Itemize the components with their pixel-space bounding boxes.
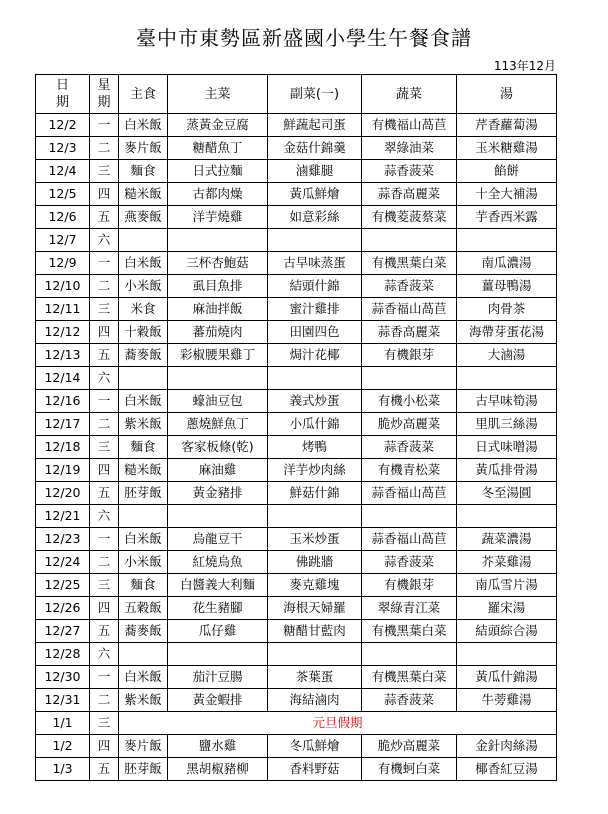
side-dish-cell: 結頭什錦 — [268, 275, 362, 298]
vegetable-cell: 有機黑葉白菜 — [362, 620, 457, 643]
side-dish-cell — [268, 643, 362, 666]
vegetable-cell — [362, 505, 457, 528]
year-month: 113年12月 — [493, 59, 556, 73]
vegetable-cell — [362, 643, 457, 666]
vegetable-cell — [362, 367, 457, 390]
soup-cell: 餡餅 — [457, 160, 557, 183]
header-weekday: 星期 — [90, 75, 119, 114]
staple-cell: 五穀飯 — [119, 597, 168, 620]
soup-cell — [457, 367, 557, 390]
table-row — [36, 528, 557, 551]
date-cell: 1/3 — [36, 758, 90, 781]
soup-cell: 黃瓜什錦湯 — [457, 666, 557, 689]
staple-cell: 蕎麥飯 — [119, 620, 168, 643]
staple-cell — [119, 643, 168, 666]
weekday-cell: 三 — [90, 574, 119, 597]
table-row — [36, 114, 557, 137]
staple-cell: 小米飯 — [119, 275, 168, 298]
soup-cell: 冬至湯圓 — [457, 482, 557, 505]
main-dish-cell: 洋芋燒雞 — [168, 206, 268, 229]
table-row — [36, 321, 557, 344]
soup-cell: 十全大補湯 — [457, 183, 557, 206]
soup-cell: 金針肉絲湯 — [457, 735, 557, 758]
side-dish-cell: 佛跳牆 — [268, 551, 362, 574]
vegetable-cell: 蒜香菠菜 — [362, 436, 457, 459]
date-cell: 12/27 — [36, 620, 90, 643]
soup-cell — [457, 505, 557, 528]
staple-cell: 小米飯 — [119, 551, 168, 574]
date-cell: 12/16 — [36, 390, 90, 413]
weekday-cell: 五 — [90, 482, 119, 505]
weekday-cell: 一 — [90, 390, 119, 413]
table-row — [36, 689, 557, 712]
main-dish-cell — [168, 643, 268, 666]
main-dish-cell: 黃金豬排 — [168, 482, 268, 505]
page-title: 臺中市東勢區新盛國小學生午餐食譜 — [136, 26, 472, 50]
vegetable-cell: 有機黑葉白菜 — [362, 252, 457, 275]
soup-cell: 黃瓜排骨湯 — [457, 459, 557, 482]
date-cell: 12/23 — [36, 528, 90, 551]
staple-cell: 白米飯 — [119, 252, 168, 275]
weekday-cell: 三 — [90, 160, 119, 183]
weekday-cell: 四 — [90, 459, 119, 482]
weekday-cell: 四 — [90, 597, 119, 620]
vegetable-cell: 蒜香菠菜 — [362, 689, 457, 712]
table-row — [36, 413, 557, 436]
header-soup: 湯 — [457, 75, 557, 114]
weekday-cell: 一 — [90, 666, 119, 689]
date-cell: 12/5 — [36, 183, 90, 206]
vegetable-cell: 蒜香福山萵苣 — [362, 298, 457, 321]
main-dish-cell: 古都肉燥 — [168, 183, 268, 206]
table-row — [36, 298, 557, 321]
vegetable-cell: 蒜香菠菜 — [362, 275, 457, 298]
main-dish-cell: 黑胡椒豬柳 — [168, 758, 268, 781]
weekday-cell: 五 — [90, 206, 119, 229]
main-dish-cell: 茄汁豆腸 — [168, 666, 268, 689]
header-main-dish: 主菜 — [168, 75, 268, 114]
main-dish-cell: 白醬義大利麵 — [168, 574, 268, 597]
soup-cell: 南瓜雪片湯 — [457, 574, 557, 597]
date-cell: 12/26 — [36, 597, 90, 620]
table-row — [36, 758, 557, 781]
weekday-cell: 一 — [90, 252, 119, 275]
table-row — [36, 183, 557, 206]
staple-cell: 白米飯 — [119, 666, 168, 689]
staple-cell: 糙米飯 — [119, 183, 168, 206]
weekday-cell: 六 — [90, 367, 119, 390]
vegetable-cell: 蒜香菠菜 — [362, 160, 457, 183]
staple-cell: 燕麥飯 — [119, 206, 168, 229]
weekday-cell: 五 — [90, 620, 119, 643]
table-row — [36, 643, 557, 666]
header-row — [36, 75, 557, 114]
staple-cell: 紫米飯 — [119, 689, 168, 712]
soup-cell: 結頭綜合湯 — [457, 620, 557, 643]
side-dish-cell: 冬瓜鮮燴 — [268, 735, 362, 758]
main-dish-cell: 三杯杏鮑菇 — [168, 252, 268, 275]
table-row — [36, 551, 557, 574]
table-row — [36, 160, 557, 183]
main-dish-cell: 瓜仔雞 — [168, 620, 268, 643]
main-dish-cell — [168, 229, 268, 252]
weekday-cell: 四 — [90, 321, 119, 344]
soup-cell: 海帶芽蛋花湯 — [457, 321, 557, 344]
staple-cell: 米食 — [119, 298, 168, 321]
table-row — [36, 275, 557, 298]
staple-cell: 胚芽飯 — [119, 758, 168, 781]
main-dish-cell: 鹽水雞 — [168, 735, 268, 758]
date-cell: 12/31 — [36, 689, 90, 712]
main-dish-cell: 蔥燒鮮魚丁 — [168, 413, 268, 436]
vegetable-cell: 翠綠青江菜 — [362, 597, 457, 620]
table-row — [36, 206, 557, 229]
main-dish-cell: 糖醋魚丁 — [168, 137, 268, 160]
weekday-cell: 二 — [90, 413, 119, 436]
date-cell: 12/14 — [36, 367, 90, 390]
weekday-cell: 六 — [90, 505, 119, 528]
vegetable-cell: 有機蚵白菜 — [362, 758, 457, 781]
main-dish-cell: 蠔油豆包 — [168, 390, 268, 413]
main-dish-cell: 蒸黃金豆腐 — [168, 114, 268, 137]
date-cell: 12/17 — [36, 413, 90, 436]
vegetable-cell: 翠綠油菜 — [362, 137, 457, 160]
weekday-cell: 二 — [90, 551, 119, 574]
side-dish-cell: 如意彩絲 — [268, 206, 362, 229]
side-dish-cell: 玉米炒蛋 — [268, 528, 362, 551]
side-dish-cell: 黃瓜鮮燴 — [268, 183, 362, 206]
staple-cell: 胚芽飯 — [119, 482, 168, 505]
side-dish-cell: 麥克雞塊 — [268, 574, 362, 597]
staple-cell: 麵食 — [119, 160, 168, 183]
date-cell: 12/20 — [36, 482, 90, 505]
table-row — [36, 367, 557, 390]
header-vegetable: 蔬菜 — [362, 75, 457, 114]
table-row — [36, 252, 557, 275]
soup-cell: 日式味噌湯 — [457, 436, 557, 459]
main-dish-cell: 黃金蝦排 — [168, 689, 268, 712]
weekday-cell: 三 — [90, 298, 119, 321]
table-row — [36, 137, 557, 160]
staple-cell — [119, 505, 168, 528]
table-row — [36, 390, 557, 413]
side-dish-cell: 金菇什錦羹 — [268, 137, 362, 160]
main-dish-cell: 花生豬腳 — [168, 597, 268, 620]
date-cell: 12/6 — [36, 206, 90, 229]
staple-cell: 麥片飯 — [119, 137, 168, 160]
main-dish-cell: 日式拉麵 — [168, 160, 268, 183]
main-dish-cell — [168, 505, 268, 528]
table-row — [36, 229, 557, 252]
main-dish-cell: 虱目魚排 — [168, 275, 268, 298]
header-side-dish: 副菜(一) — [268, 75, 362, 114]
weekday-cell: 三 — [90, 712, 119, 735]
vegetable-cell: 蒜香福山萵苣 — [362, 482, 457, 505]
weekday-cell: 一 — [90, 114, 119, 137]
table-row — [36, 482, 557, 505]
staple-cell: 糙米飯 — [119, 459, 168, 482]
side-dish-cell: 滷雞腿 — [268, 160, 362, 183]
vegetable-cell: 蒜香菠菜 — [362, 551, 457, 574]
side-dish-cell: 茶葉蛋 — [268, 666, 362, 689]
table-row — [36, 712, 557, 735]
header-staple: 主食 — [119, 75, 168, 114]
weekday-cell: 一 — [90, 528, 119, 551]
date-cell: 12/30 — [36, 666, 90, 689]
main-dish-cell: 烏龍豆干 — [168, 528, 268, 551]
vegetable-cell: 有機福山萵苣 — [362, 114, 457, 137]
weekday-cell: 五 — [90, 758, 119, 781]
vegetable-cell: 有機銀芽 — [362, 574, 457, 597]
side-dish-cell: 古早味蒸蛋 — [268, 252, 362, 275]
staple-cell: 麥片飯 — [119, 735, 168, 758]
side-dish-cell: 海結滷肉 — [268, 689, 362, 712]
vegetable-cell: 有機銀芽 — [362, 344, 457, 367]
side-dish-cell: 鮮菇什錦 — [268, 482, 362, 505]
staple-cell — [119, 229, 168, 252]
vegetable-cell: 蒜香高麗菜 — [362, 183, 457, 206]
main-dish-cell: 麻油拌飯 — [168, 298, 268, 321]
side-dish-cell: 烤鴨 — [268, 436, 362, 459]
vegetable-cell: 脆炒高麗菜 — [362, 413, 457, 436]
date-cell: 12/24 — [36, 551, 90, 574]
side-dish-cell: 焗汁花椰 — [268, 344, 362, 367]
table-row — [36, 666, 557, 689]
date-cell: 12/25 — [36, 574, 90, 597]
side-dish-cell — [268, 367, 362, 390]
header-date: 日期 — [36, 75, 90, 114]
weekday-cell: 二 — [90, 275, 119, 298]
soup-cell — [457, 229, 557, 252]
soup-cell: 芋香西米露 — [457, 206, 557, 229]
side-dish-cell: 海根天婦羅 — [268, 597, 362, 620]
soup-cell: 里肌三絲湯 — [457, 413, 557, 436]
table-row — [36, 620, 557, 643]
staple-cell — [119, 367, 168, 390]
main-dish-cell: 紅燒烏魚 — [168, 551, 268, 574]
main-dish-cell: 蕃茄燒肉 — [168, 321, 268, 344]
date-cell: 12/21 — [36, 505, 90, 528]
date-cell: 12/4 — [36, 160, 90, 183]
soup-cell: 芥菜雞湯 — [457, 551, 557, 574]
date-cell: 12/9 — [36, 252, 90, 275]
staple-cell: 白米飯 — [119, 114, 168, 137]
menu-table — [35, 74, 557, 781]
main-dish-cell: 麻油雞 — [168, 459, 268, 482]
table-row — [36, 344, 557, 367]
soup-cell: 薑母鴨湯 — [457, 275, 557, 298]
vegetable-cell: 有機菱菠蔡菜 — [362, 206, 457, 229]
date-cell: 12/12 — [36, 321, 90, 344]
table-row — [36, 574, 557, 597]
staple-cell: 蕎麥飯 — [119, 344, 168, 367]
main-dish-cell: 彩椒腰果雞丁 — [168, 344, 268, 367]
staple-cell: 麵食 — [119, 436, 168, 459]
main-dish-cell — [168, 367, 268, 390]
side-dish-cell: 洋芋炒肉絲 — [268, 459, 362, 482]
side-dish-cell: 義式炒蛋 — [268, 390, 362, 413]
soup-cell: 羅宋湯 — [457, 597, 557, 620]
holiday-cell: 元旦假期 — [119, 712, 557, 735]
weekday-cell: 二 — [90, 137, 119, 160]
weekday-cell: 六 — [90, 643, 119, 666]
side-dish-cell: 蜜汁雞排 — [268, 298, 362, 321]
staple-cell: 白米飯 — [119, 528, 168, 551]
table-row — [36, 459, 557, 482]
side-dish-cell — [268, 229, 362, 252]
date-cell: 12/28 — [36, 643, 90, 666]
side-dish-cell: 田園四色 — [268, 321, 362, 344]
vegetable-cell: 蒜香高麗菜 — [362, 321, 457, 344]
staple-cell: 麵食 — [119, 574, 168, 597]
soup-cell — [457, 643, 557, 666]
staple-cell: 十穀飯 — [119, 321, 168, 344]
vegetable-cell: 有機小松菜 — [362, 390, 457, 413]
date-cell: 12/11 — [36, 298, 90, 321]
weekday-cell: 二 — [90, 689, 119, 712]
date-cell: 1/2 — [36, 735, 90, 758]
side-dish-cell: 鮮蔬起司蛋 — [268, 114, 362, 137]
soup-cell: 蔬菜濃湯 — [457, 528, 557, 551]
date-cell: 1/1 — [36, 712, 90, 735]
soup-cell: 牛蒡雞湯 — [457, 689, 557, 712]
soup-cell: 南瓜濃湯 — [457, 252, 557, 275]
date-cell: 12/10 — [36, 275, 90, 298]
soup-cell: 大滷湯 — [457, 344, 557, 367]
staple-cell: 白米飯 — [119, 390, 168, 413]
date-cell: 12/7 — [36, 229, 90, 252]
menu-body — [36, 114, 557, 781]
table-row — [36, 597, 557, 620]
main-dish-cell: 客家板條(乾) — [168, 436, 268, 459]
vegetable-cell: 脆炒高麗菜 — [362, 735, 457, 758]
side-dish-cell — [268, 505, 362, 528]
table-row — [36, 505, 557, 528]
date-cell: 12/13 — [36, 344, 90, 367]
table-row — [36, 436, 557, 459]
vegetable-cell: 蒜香福山萵苣 — [362, 528, 457, 551]
weekday-cell: 五 — [90, 344, 119, 367]
date-cell: 12/18 — [36, 436, 90, 459]
weekday-cell: 四 — [90, 735, 119, 758]
soup-cell: 肉骨茶 — [457, 298, 557, 321]
side-dish-cell: 香料野菇 — [268, 758, 362, 781]
weekday-cell: 四 — [90, 183, 119, 206]
weekday-cell: 三 — [90, 436, 119, 459]
vegetable-cell — [362, 229, 457, 252]
weekday-cell: 六 — [90, 229, 119, 252]
side-dish-cell: 小瓜什錦 — [268, 413, 362, 436]
soup-cell: 芹香蘿蔔湯 — [457, 114, 557, 137]
vegetable-cell: 有機黑葉白菜 — [362, 666, 457, 689]
table-row — [36, 735, 557, 758]
vegetable-cell: 有機青松菜 — [362, 459, 457, 482]
soup-cell: 椰香紅豆湯 — [457, 758, 557, 781]
soup-cell: 玉米糖雞湯 — [457, 137, 557, 160]
side-dish-cell: 糖醋甘藍肉 — [268, 620, 362, 643]
soup-cell: 古早味筍湯 — [457, 390, 557, 413]
staple-cell: 紫米飯 — [119, 413, 168, 436]
date-cell: 12/3 — [36, 137, 90, 160]
date-cell: 12/2 — [36, 114, 90, 137]
date-cell: 12/19 — [36, 459, 90, 482]
